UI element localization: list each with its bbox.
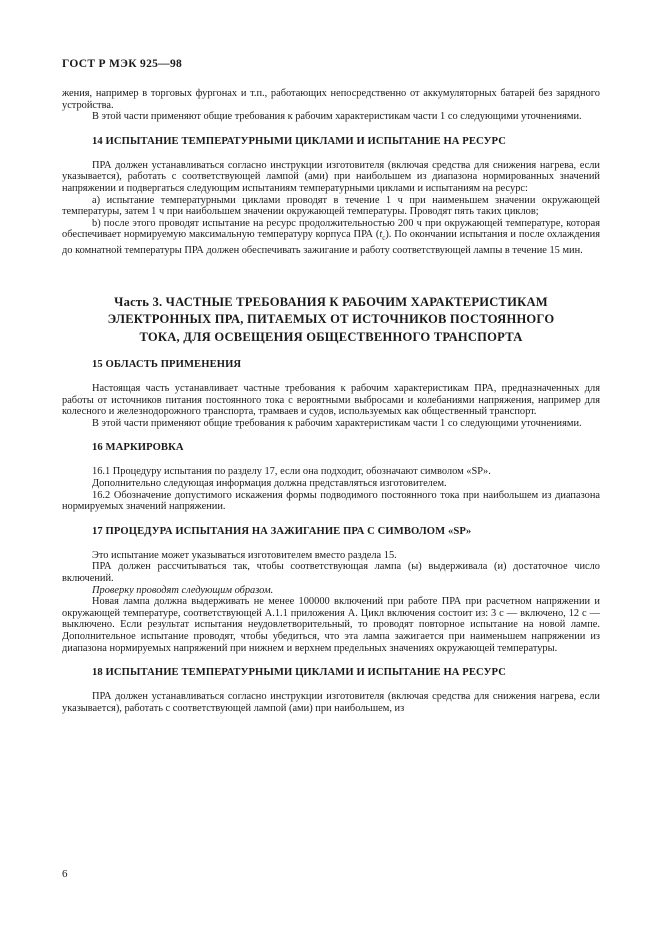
section-16-paragraph-1: 16.1 Процедуру испытания по разделу 17, если она подходит, обозначают символом «SP». — [92, 466, 491, 478]
section-16-title: 16 МАРКИРОВКА — [92, 442, 184, 454]
section-15-title: 15 ОБЛАСТЬ ПРИМЕНЕНИЯ — [92, 359, 242, 371]
part-3-title-line-1: Часть 3. ЧАСТНЫЕ ТРЕБОВАНИЯ К РАБОЧИМ ХАРАКТЕРИСТИКАМ — [114, 294, 548, 309]
intro-paragraph-2: В этой части применяют общие требования к рабочим характеристикам части 1 со следующими уточнениями. — [92, 111, 582, 123]
section-17-paragraph-4: Новая лампа должна выдерживать не менее 100000 включений при работе ПРА при расчетном напряжении и окружающей температуре, соответствующей А.1.1 приложения А. Цикл включения состоит из: 3 с — включено, 12 с — выключено. Если результат испытания неудовлетворительный, то проводят повторное испытание на новой лампе. Дополнительное испытание проводят, чтобы убедиться, что эта лампа зажигается при наименьшем напряжении из диапазона нормируемых напряжений при нижнем и верхнем предельных значениях окружающей температуры. — [62, 596, 600, 654]
section-14-paragraph-3 — [62, 218, 600, 257]
section-16-paragraph-3: 16.2 Обозначение допустимого искажения формы подводимого постоянного тока при наибольшем из диапазона нормируемых значений напряжении. — [62, 489, 600, 513]
case-temperature-symbol: t — [379, 229, 383, 241]
page-number: 6 — [62, 868, 68, 880]
document-header: ГОСТ Р МЭК 925—98 — [62, 58, 183, 70]
section-14-paragraph-2: а) испытание температурными циклами проводят в течение 1 ч при наименьшем значении окружающей температуры, затем 1 ч при наибольшем значении окружающей температуры. Проводят пять таких циклов; — [62, 194, 600, 218]
case-temperature-subscript: c — [382, 234, 386, 243]
section-14-paragraph-3b: ). По окончании испытания и после охлаждения до комнатной температуры ПРА должен обеспечивать зажигание и работу соответствующей лампы в течение 15 мин. — [62, 229, 601, 257]
section-14-paragraph-1: ПРА должен устанавливаться согласно инструкции изготовителя (включая средства для снижения нагрева, если указывается), работать с соответствующей лампой (ами) при наибольшем из диапазона нормированных значений напряжении и подвергаться следующим испытаниям температурными циклами и испытаниям на ресурс: — [62, 159, 600, 194]
section-17-title: 17 ПРОЦЕДУРА ИСПЫТАНИЯ НА ЗАЖИГАНИЕ ПРА С СИМВОЛОМ «SP» — [92, 525, 472, 537]
section-17-paragraph-1: Это испытание может указываться изготовителем вместо раздела 15. — [92, 549, 397, 561]
intro-paragraph-1: жения, например в торговых фургонах и т.п., работающих непосредственно от аккумуляторных батарей без зарядного устройства. — [62, 88, 600, 111]
part-3-title-line-2: ЭЛЕКТРОННЫХ ПРА, ПИТАЕМЫХ ОТ ИСТОЧНИКОВ ПОСТОЯННОГО — [107, 312, 555, 327]
part-3-title-line-3: ТОКА, ДЛЯ ОСВЕЩЕНИЯ ОБЩЕСТВЕННОГО ТРАНСПОРТА — [139, 329, 523, 344]
section-14-title: 14 ИСПЫТАНИЕ ТЕМПЕРАТУРНЫМИ ЦИКЛАМИ И ИСПЫТАНИЕ НА РЕСУРС — [92, 135, 506, 147]
section-14-paragraph-3a: b) после этого проводят испытание на ресурс продолжительностью 200 ч при окружающей температуре, которая обеспечивает нормируемую максимальную температуру корпуса ПРА ( — [62, 217, 600, 241]
section-15-paragraph-2: В этой части применяют общие требования к рабочим характеристикам части 1 со следующими уточнениями. — [92, 417, 582, 429]
section-17-paragraph-2: ПРА должен рассчитываться так, чтобы соответствующая лампа (ы) выдерживала (и) достаточное число включений. — [62, 561, 600, 585]
part-3-title — [62, 294, 600, 347]
document-page — [62, 58, 600, 714]
section-17-paragraph-3: Проверку проводят следующим образом. — [92, 584, 274, 596]
section-15-paragraph-1: Настоящая часть устанавливает частные требования к рабочим характеристикам ПРА, предназначенных для работы от источников питания постоянного тока с вероятными выбросами и колебаниями напряжения, например для колесного и железнодорожного транспорта, трамваев и судов, используемых как общественный транспорт. — [62, 383, 600, 418]
section-16-paragraph-2: Дополнительно следующая информация должна представляться изготовителем. — [92, 478, 447, 490]
section-18-paragraph-1: ПРА должен устанавливаться согласно инструкции изготовителя (включая средства для снижения нагрева, если указывается), работать с соответствующей лампой (ами) при наибольшем, из — [62, 691, 600, 714]
section-18-title: 18 ИСПЫТАНИЕ ТЕМПЕРАТУРНЫМИ ЦИКЛАМИ И ИСПЫТАНИЕ НА РЕСУРС — [92, 667, 506, 679]
